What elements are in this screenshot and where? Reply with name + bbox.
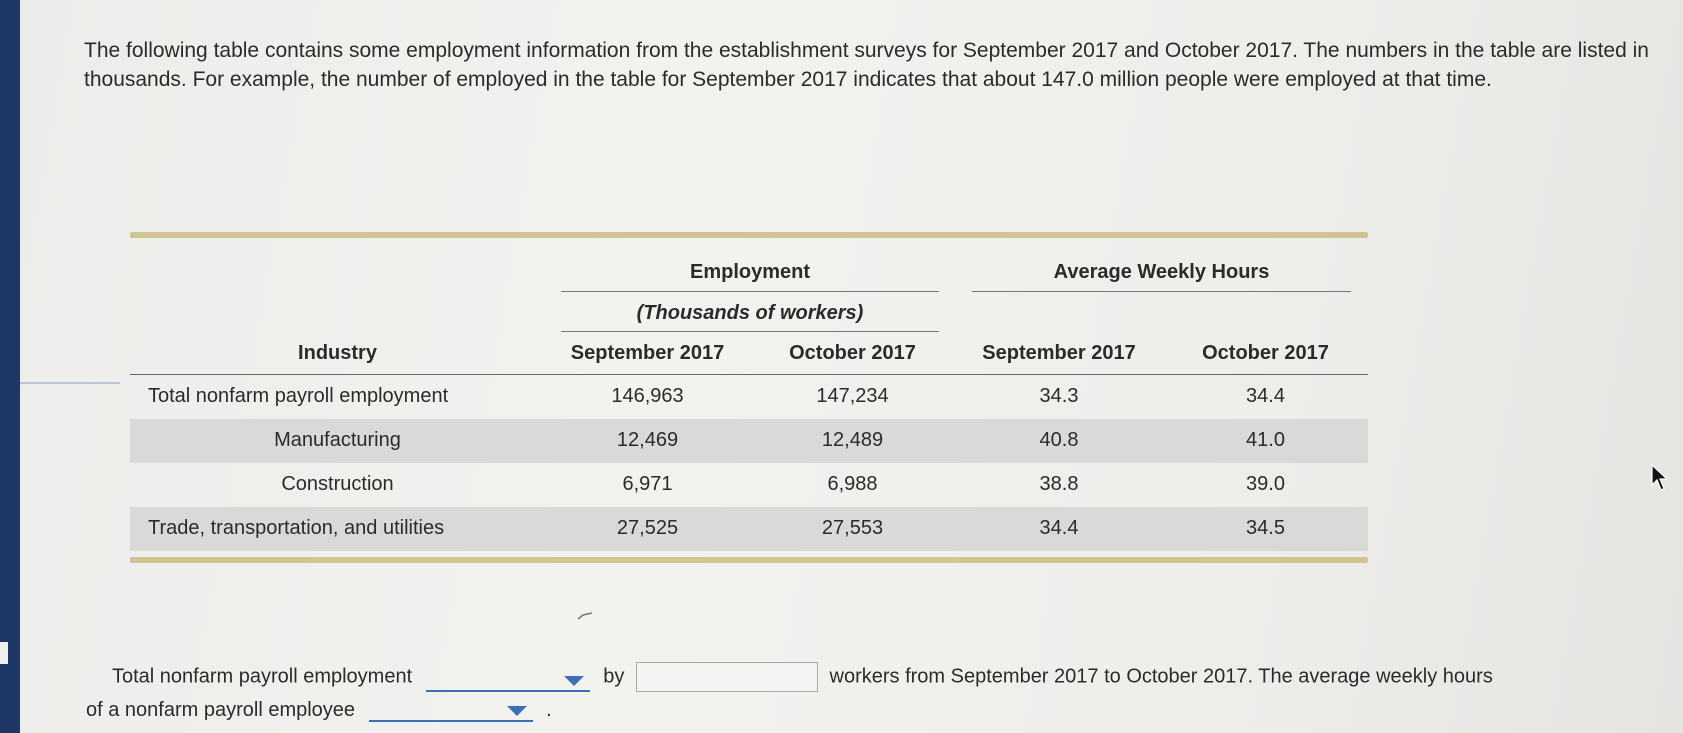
- hrs-sep-column-header: September 2017: [955, 332, 1163, 375]
- emp-sep-cell: 146,963: [611, 385, 684, 408]
- emp-sep-cell: 6,971: [622, 473, 673, 495]
- hrs-oct-cell: 39.0: [1246, 473, 1285, 495]
- question-line-2: [86, 698, 552, 722]
- industry-cell: Trade, transportation, and utilities: [130, 507, 545, 551]
- emp-sep-cell: 12,469: [545, 419, 750, 463]
- chevron-down-icon: [564, 676, 584, 686]
- employment-table-container: [130, 232, 1368, 563]
- question-text-part3: of a nonfarm payroll employee: [86, 699, 356, 721]
- table-row: [130, 375, 1368, 419]
- chevron-down-icon: [507, 706, 527, 716]
- emp-sep-column-header: September 2017: [545, 332, 750, 375]
- employment-table: [130, 238, 1368, 551]
- question-text-part2: workers from September 2017 to October 2017. The average weekly hours: [829, 665, 1493, 688]
- pencil-mark-icon: [577, 611, 593, 621]
- hrs-oct-cell: 34.5: [1163, 507, 1368, 551]
- change-amount-input[interactable]: [636, 662, 818, 692]
- hrs-sep-cell: 34.4: [955, 507, 1163, 551]
- left-divider: [20, 382, 120, 384]
- industry-cell: Manufacturing: [130, 419, 545, 463]
- question-line-1: [112, 662, 1493, 692]
- intro-paragraph: [84, 36, 1664, 94]
- hrs-sep-cell: 34.3: [1039, 385, 1079, 408]
- table-row: [130, 463, 1368, 507]
- table-bottom-rule: [130, 557, 1368, 563]
- industry-cell: Construction: [281, 473, 394, 495]
- employment-group-header: Employment: [545, 238, 955, 292]
- emp-oct-cell: 27,553: [750, 507, 955, 551]
- hrs-oct-cell: 41.0: [1163, 419, 1368, 463]
- emp-oct-cell: 6,988: [827, 473, 878, 495]
- industry-cell: Total nonfarm payroll employment: [148, 385, 449, 408]
- table-row: [130, 419, 1368, 463]
- hrs-sep-cell: 40.8: [955, 419, 1163, 463]
- table-row: [130, 507, 1368, 551]
- hours-change-dropdown[interactable]: [369, 698, 533, 722]
- mouse-pointer-icon: [1650, 463, 1672, 493]
- emp-oct-cell: 12,489: [750, 419, 955, 463]
- hrs-oct-column-header: October 2017: [1163, 332, 1368, 375]
- emp-oct-column-header: October 2017: [750, 332, 955, 375]
- question-text-part1: Total nonfarm payroll employment: [112, 665, 413, 688]
- intro-text: The following table contains some employment information from the establishment surveys for September 2017 and October 2017. The numbers in the table are listed in thousands. For example, the number of employed in the table for September 2017 indicates that about 147.0 million people were employed at that time.: [84, 39, 1649, 91]
- question-text-by: by: [603, 665, 625, 688]
- hrs-sep-cell: 38.8: [1039, 473, 1079, 495]
- change-direction-dropdown[interactable]: [426, 668, 590, 692]
- panel-notch: [0, 642, 8, 664]
- emp-oct-cell: 147,234: [816, 385, 889, 408]
- industry-column-header: Industry: [130, 332, 545, 375]
- question-text-end: .: [546, 699, 552, 721]
- hours-group-header: Average Weekly Hours: [955, 238, 1368, 292]
- employment-units-subheader: (Thousands of workers): [545, 292, 955, 332]
- emp-sep-cell: 27,525: [545, 507, 750, 551]
- hrs-oct-cell: 34.4: [1246, 385, 1285, 408]
- left-panel-edge: [0, 0, 20, 733]
